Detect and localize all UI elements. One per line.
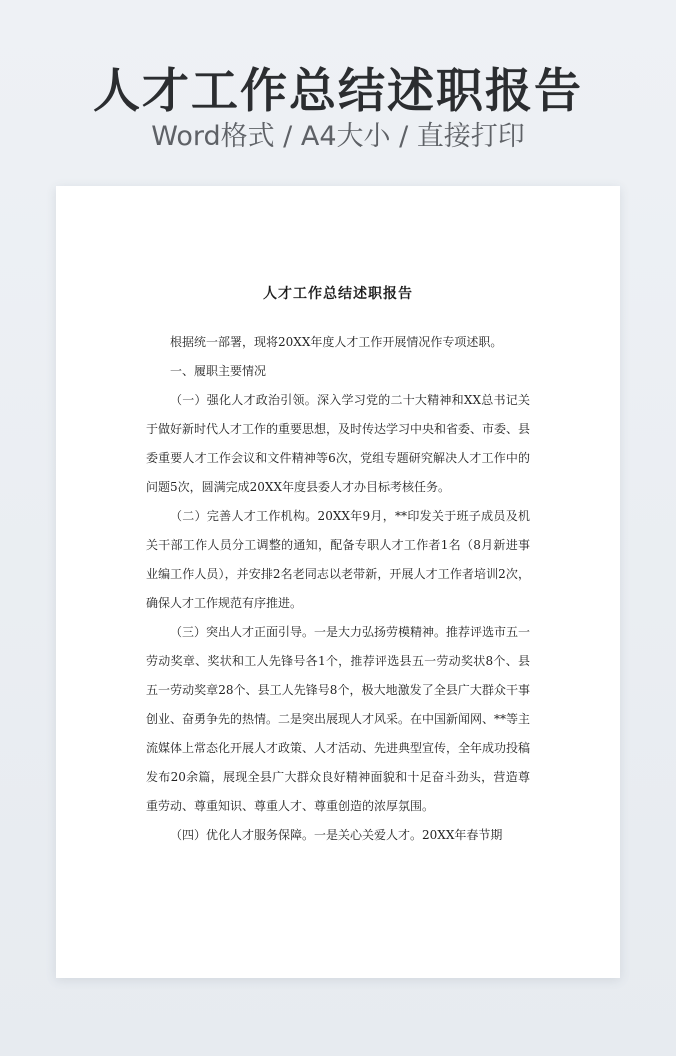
banner-title: 人才工作总结述职报告 xyxy=(93,64,583,119)
paragraph-service-support: （四）优化人才服务保障。一是关心关爱人才。20XX年春节期 xyxy=(170,828,503,842)
paragraph-intro: 根据统一部署，现将20XX年度人才工作开展情况作专项述职。 xyxy=(170,335,503,349)
paragraph-positive-guidance: （三）突出人才正面引导。一是大力弘扬劳模精神。推荐评选市五一劳动奖章、奖状和工人先锋号各1个，推荐评选县五一劳动奖状8个、县五一劳动奖章28个、县工人先锋号8个，极大地激发了全县广大群众干事创业、奋勇争先的热情。二是突出展现人才风采。在中国新闻网、**等主流媒体上常态化开展人才政策、人才活动、先进典型宣传，全年成功投稿发布20余篇，展现全县广大群众良好精神面貌和十足奋斗劲头，营造尊重劳动、尊重知识、尊重人才、尊重创造的浓厚氛围。 xyxy=(146,625,531,813)
document-body xyxy=(146,328,530,850)
section-heading: 一、履职主要情况 xyxy=(170,364,267,378)
paragraph-political-guidance: （一）强化人才政治引领。深入学习党的二十大精神和XX总书记关于做好新时代人才工作的重要思想，及时传达学习中央和省委、市委、县委重要人才工作会议和文件精神等6次，党组专题研究解决人才工作中的问题5次，圆满完成20XX年度县委人才办目标考核任务。 xyxy=(146,393,531,494)
banner-subtitle: Word格式 / A4大小 / 直接打印 xyxy=(151,121,525,152)
document-title: 人才工作总结述职报告 xyxy=(263,286,413,302)
paragraph-work-structure: （二）完善人才工作机构。20XX年9月，**印发关于班子成员及机关干部工作人员分工调整的通知，配备专职人才工作者1名（8月新进事业编工作人员），并安排2名老同志以老带新，开展人才工作者培训2次，确保人才工作规范有序推进。 xyxy=(146,509,530,610)
document-page xyxy=(56,186,620,978)
